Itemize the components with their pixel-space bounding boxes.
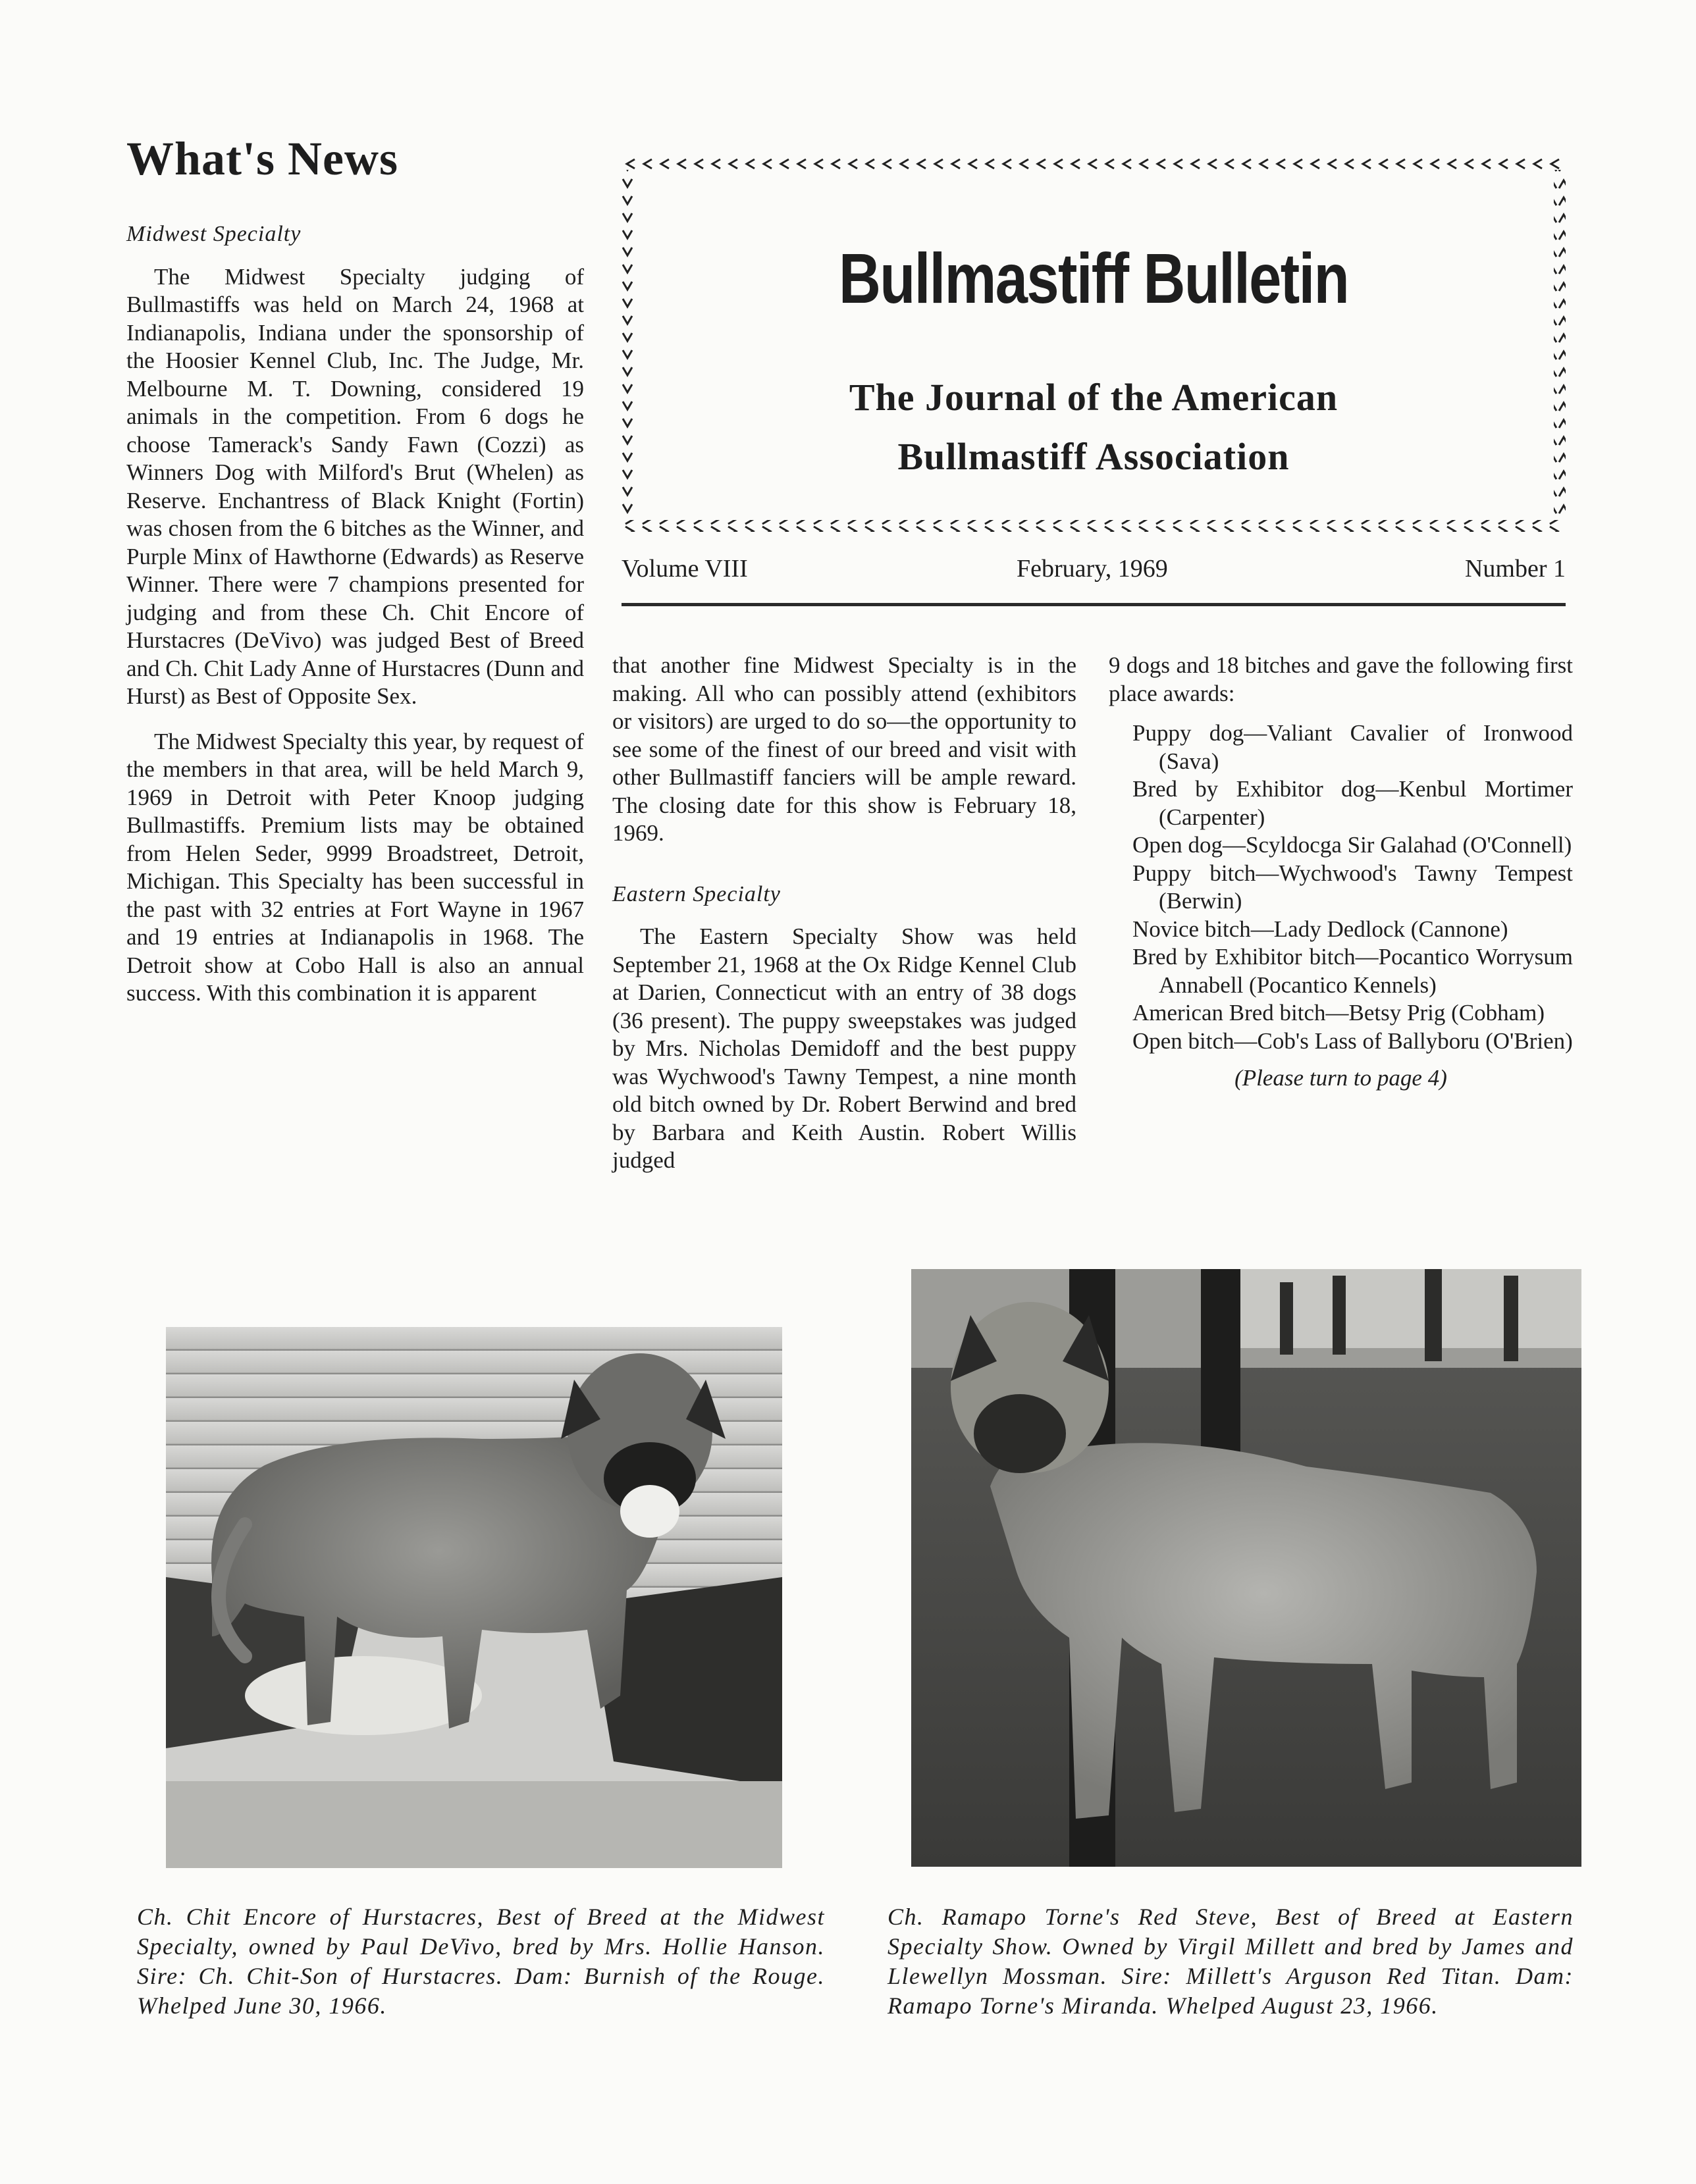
award-item: Open dog—Scyldocga Sir Galahad (O'Connell) xyxy=(1132,832,1572,858)
award-item: Puppy dog—Valiant Cavalier of Ironwood (Sava) xyxy=(1132,720,1573,774)
continued-note: (Please turn to page 4) xyxy=(1234,1065,1447,1091)
award-item: Novice bitch—Lady Dedlock (Cannone) xyxy=(1132,916,1508,942)
eastern-specialty-heading: Eastern Specialty xyxy=(612,881,781,906)
section-heading: What's News xyxy=(126,132,399,185)
midwest-paragraph-1: The Midwest Specialty judging of Bullmastiffs was held on March 24, 1968 at Indianapolis, Indiana under the sponsorship of the Hoosier Kennel Club, Inc. The Judge, Mr. Melbourne M. T. Downing, considered 19 animals in the competition. From 6 dogs he choose Tamerack's Sandy Fawn (Cozzi) as Winners Dog with Milford's Brut (Whelen) as Reserve. Enchantress of Black Knight (Fortin) was chosen from the 6 bitches as the Winner, and Purple Minx of Hawthorne (Edwards) as Reserve Winner. There were 7 champions presented for judging and from these Ch. Chit Encore of Hurstacres (DeVivo) was judged Best of Breed and Ch. Chit Lady Anne of Hurstacres (Dunn and Hurst) as Best of Opposite Sex. xyxy=(126,263,584,709)
midwest-paragraph-3: that another fine Midwest Specialty is in the making. All who can possibly attend (exhibitors or visitors) are urged to do so—the opportunity to see some of the finest of our breed and visit with other Bullmastiff fanciers will be ample reward. The closing date for this show is February 18, 1969. xyxy=(612,652,1076,846)
award-item: Bred by Exhibitor bitch—Pocantico Worrysum Annabell (Pocantico Kennels) xyxy=(1132,944,1573,998)
publication-subtitle-line-1: The Journal of the American xyxy=(849,376,1338,419)
article-column-2 xyxy=(612,652,1076,1175)
article-column-3 xyxy=(1109,652,1573,1093)
photo-ramapo-red-steve xyxy=(911,1269,1581,1867)
publication-subtitle-line-2: Bullmastiff Association xyxy=(897,435,1290,478)
eastern-paragraph-1: The Eastern Specialty Show was held September 21, 1968 at the Ox Ridge Kennel Club at Darien, Connecticut with an entry of 38 dogs (36 present). The puppy sweepstakes was judged by Mrs. Nicholas Demidoff and the best puppy was Wychwood's Tawny Tempest, a nine month old bitch owned by Dr. Robert Berwind and bred by Barbara and Keith Austin. Robert Willis judged xyxy=(612,923,1076,1173)
masthead-rule xyxy=(622,603,1566,606)
eastern-paragraph-2: 9 dogs and 18 bitches and gave the following first place awards: xyxy=(1109,652,1573,706)
issue-number: Number 1 xyxy=(1464,555,1566,583)
caption-left-photo: Ch. Chit Encore of Hurstacres, Best of Breed at the Midwest Specialty, owned by Paul DeVivo, bred by Mrs. Hollie Hanson. Sire: Ch. Chit-Son of Hurstacres. Dam: Burnish of the Rouge. Whelped June 30, 1966. xyxy=(137,1904,825,2019)
issue-date: February, 1969 xyxy=(1017,555,1168,583)
award-item: Puppy bitch—Wychwood's Tawny Tempest (Berwin) xyxy=(1132,860,1573,914)
photo-chit-encore xyxy=(166,1327,782,1868)
issue-info-line xyxy=(622,554,1566,594)
article-column-1 xyxy=(126,221,584,1008)
award-item: Open bitch—Cob's Lass of Ballyboru (O'Brien) xyxy=(1132,1027,1573,1054)
awards-list xyxy=(1109,719,1573,1055)
midwest-specialty-heading: Midwest Specialty xyxy=(126,222,302,246)
publication-title: Bullmastiff Bulletin xyxy=(838,238,1349,318)
award-item: American Bred bitch—Betsy Prig (Cobham) xyxy=(1132,1000,1545,1026)
volume-label: Volume VIII xyxy=(622,555,748,583)
midwest-paragraph-2: The Midwest Specialty this year, by request of the members in that area, will be held March 9, 1969 in Detroit with Peter Knoop judging Bullmastiffs. Premium lists may be obtained from Helen Seder, 9999 Broadstreet, Detroit, Michigan. This Specialty has been successful in the past with 32 entries at Fort Wayne in 1967 and 19 entries at Indianapolis in 1968. The Detroit show at Cobo Hall is also an annual success. With this combination it is apparent xyxy=(126,728,584,1006)
caption-right-photo: Ch. Ramapo Torne's Red Steve, Best of Breed at Eastern Specialty Show. Owned by Virgil Millett and bred by James and Llewellyn Mossman. Sire: Millett's Arguson Red Titan. Dam: Ramapo Torne's Miranda. Whelped August 23, 1966. xyxy=(888,1904,1574,2019)
masthead xyxy=(622,158,1566,532)
award-item: Bred by Exhibitor dog—Kenbul Mortimer (Carpenter) xyxy=(1132,776,1573,830)
